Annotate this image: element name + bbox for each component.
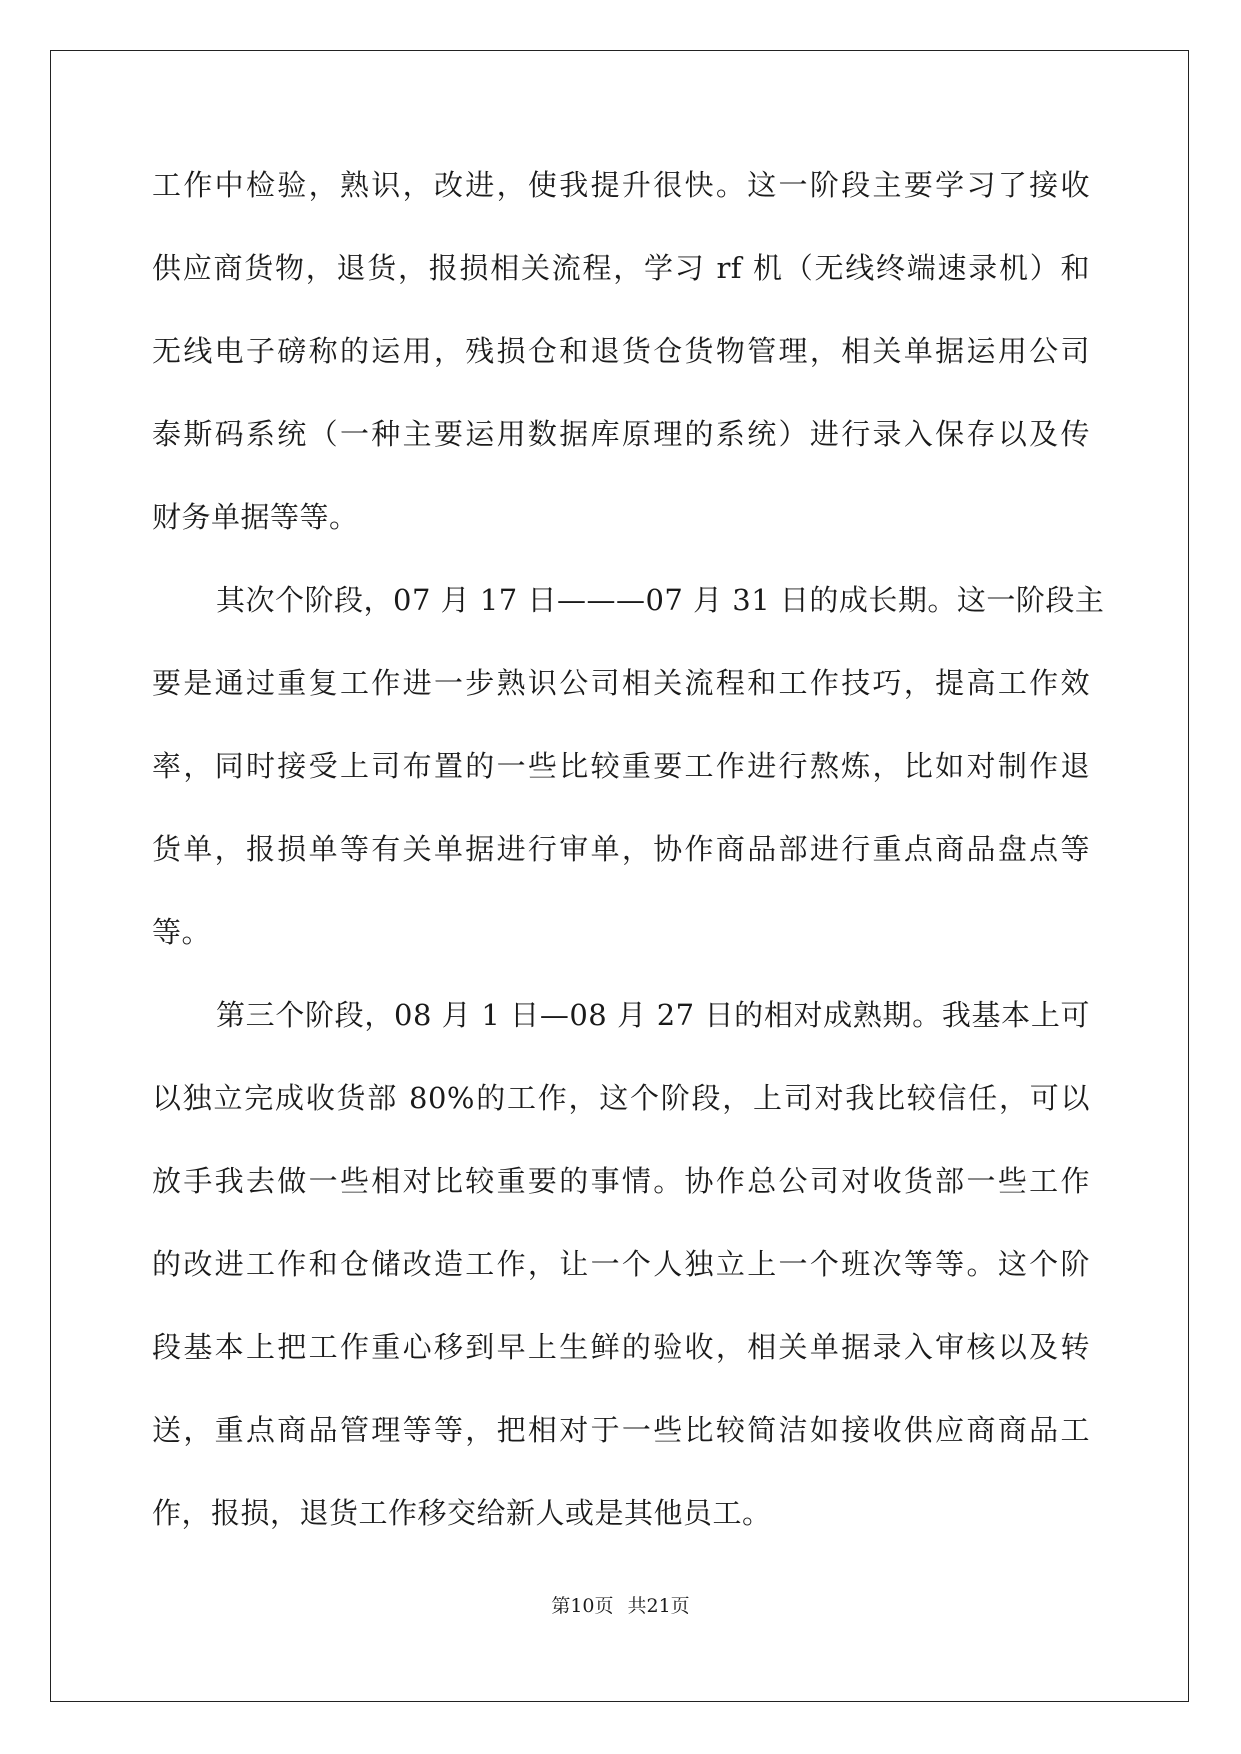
text-line: 率，同时接受上司布置的一些比较重要工作进行熬炼，比如对制作退 — [152, 749, 1090, 783]
text-line: 段基本上把工作重心移到早上生鲜的验收，相关单据录入审核以及转 — [152, 1330, 1090, 1364]
text-line: 放手我去做一些相对比较重要的事情。协作总公司对收货部一些工作 — [152, 1164, 1090, 1198]
document-body — [152, 160, 1105, 1571]
text-line: 第三个阶段，08 月 1 日—08 月 27 日的相对成熟期。我基本上可 — [216, 998, 1090, 1032]
text-line: 财务单据等等。 — [152, 500, 359, 534]
text-line: 等。 — [152, 915, 212, 949]
page-footer — [0, 1594, 1241, 1618]
page-number: 第10页 — [551, 1595, 614, 1617]
text-line: 以独立完成收货部 80%的工作，这个阶段，上司对我比较信任，可以 — [152, 1081, 1090, 1115]
text-line: 作，报损，退货工作移交给新人或是其他员工。 — [152, 1496, 772, 1530]
text-line: 工作中检验，熟识，改进，使我提升很快。这一阶段主要学习了接收 — [152, 168, 1090, 202]
text-line: 送，重点商品管理等等，把相对于一些比较简洁如接收供应商商品工 — [152, 1413, 1090, 1447]
text-line: 要是通过重复工作进一步熟识公司相关流程和工作技巧，提高工作效 — [152, 666, 1090, 700]
text-line: 无线电子磅称的运用，残损仓和退货仓货物管理，相关单据运用公司 — [152, 334, 1090, 368]
text-line: 货单，报损单等有关单据进行审单，协作商品部进行重点商品盘点等 — [152, 832, 1090, 866]
text-line: 的改进工作和仓储改造工作，让一个人独立上一个班次等等。这个阶 — [152, 1247, 1090, 1281]
text-line: 供应商货物，退货，报损相关流程，学习 rf 机（无线终端速录机）和 — [152, 251, 1090, 285]
text-line: 其次个阶段，07 月 17 日———07 月 31 日的成长期。这一阶段主 — [216, 583, 1105, 617]
page-total: 共21页 — [627, 1595, 690, 1617]
text-line: 泰斯码系统（一种主要运用数据库原理的系统）进行录入保存以及传 — [152, 417, 1090, 451]
